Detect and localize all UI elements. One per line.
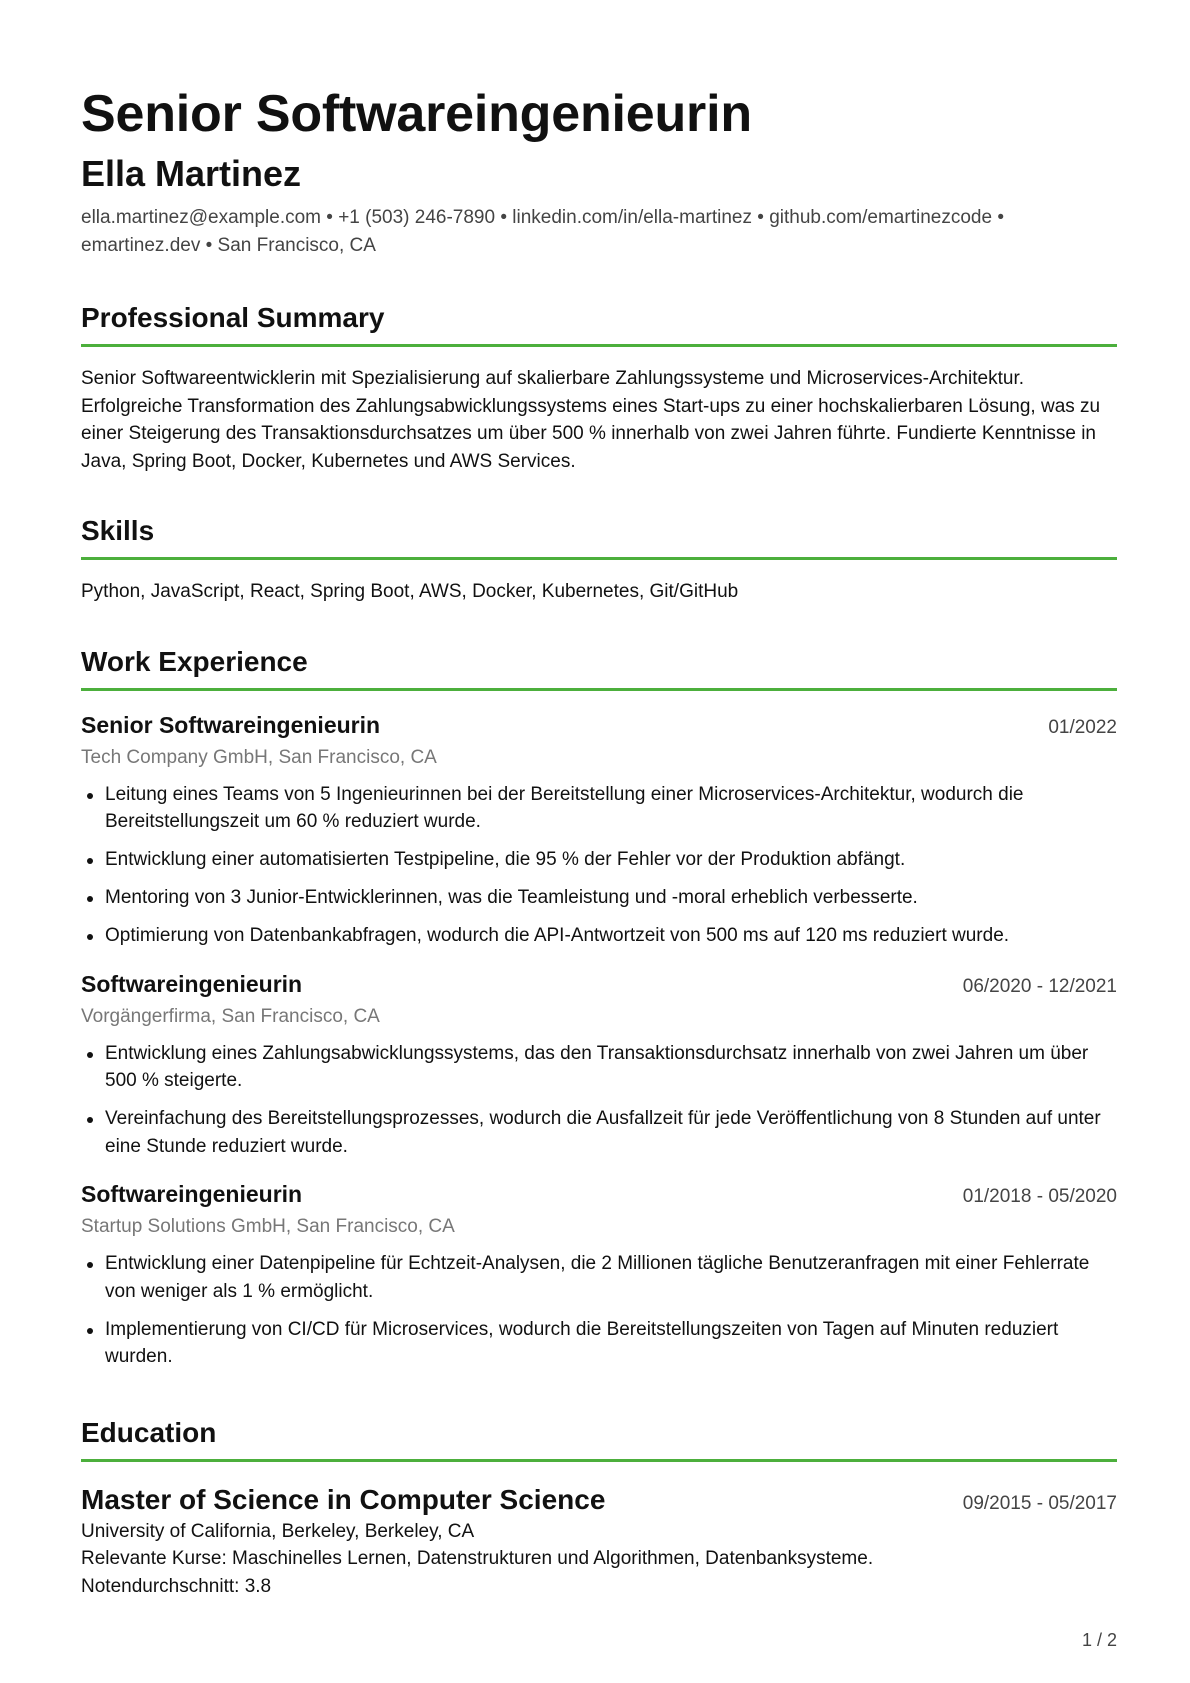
contact-info	[81, 204, 1117, 260]
job-date: 01/2018 - 05/2020	[962, 1186, 1117, 1207]
job-title: Softwareingenieurin	[81, 970, 303, 997]
bullet-text: Entwicklung einer automatisierten Testpipeline, die 95 % der Fehler vor der Produktion abfängt.	[105, 849, 906, 870]
summary-heading: Professional Summary	[81, 300, 1117, 347]
education-degree: Master of Science in Computer Science	[81, 1483, 606, 1515]
bullet-item	[81, 922, 1117, 950]
job-company: Tech Company GmbH, San Francisco, CA	[81, 746, 437, 768]
contact-line-1: ella.martinez@example.com • +1 (503) 246-7890 • linkedin.com/in/ella-martinez • github.com/emartinezcode •	[81, 207, 1004, 228]
bullet-dot-icon	[87, 793, 93, 799]
bullet-dot-icon	[87, 1262, 93, 1268]
resume-title: Senior Softwareingenieurin	[81, 85, 752, 143]
candidate-name: Ella Martinez	[81, 153, 302, 194]
bullet-text: Mentoring von 3 Junior-Entwicklerinnen, was die Teamleistung und -moral erheblich verbesserte.	[105, 887, 918, 908]
education-gpa: Notendurchschnitt: 3.8	[81, 1575, 272, 1597]
job-title: Softwareingenieurin	[81, 1181, 303, 1207]
bullet-dot-icon	[87, 896, 93, 902]
job-entry	[81, 1178, 1117, 1371]
skills-text: Python, JavaScript, React, Spring Boot, AWS, Docker, Kubernetes, Git/GitHub	[81, 581, 739, 602]
job-bullets	[81, 781, 1117, 950]
bullet-text: Entwicklung eines Zahlungsabwicklungssystems, das den Transaktionsdurchsatz innerhalb von zwei Jahren um über 500 % steigerte.	[105, 1042, 1089, 1091]
bullet-item	[81, 1040, 1117, 1095]
job-entry	[81, 968, 1117, 1161]
job-title: Senior Softwareingenieurin	[81, 711, 381, 738]
bullet-dot-icon	[87, 1052, 93, 1058]
education-section	[81, 1415, 1117, 1601]
bullet-dot-icon	[87, 1117, 93, 1123]
bullet-item	[81, 846, 1117, 874]
bullet-text: Leitung eines Teams von 5 Ingenieurinnen bei der Bereitstellung einer Microservices-Architektur, wodurch die Bereitstellungszeit um 60 % reduziert wurde.	[105, 783, 1024, 832]
bullet-item	[81, 1105, 1117, 1160]
job-company: Vorgängerfirma, San Francisco, CA	[81, 1005, 380, 1027]
bullet-dot-icon	[87, 934, 93, 940]
skills-heading: Skills	[81, 513, 1117, 560]
job-bullets	[81, 1250, 1117, 1371]
bullet-item	[81, 1250, 1117, 1305]
job-company: Startup Solutions GmbH, San Francisco, CA	[81, 1216, 455, 1237]
bullet-item	[81, 884, 1117, 912]
contact-line-2: emartinez.dev • San Francisco, CA	[81, 235, 376, 256]
job-date: 01/2022	[1048, 716, 1117, 738]
education-date: 09/2015 - 05/2017	[962, 1492, 1117, 1514]
bullet-item	[81, 1316, 1117, 1371]
bullet-text: Implementierung von CI/CD für Microservices, wodurch die Bereitstellungszeiten von Tagen auf Minuten reduziert wurden.	[105, 1318, 1059, 1367]
education-heading: Education	[81, 1415, 1117, 1462]
bullet-dot-icon	[87, 1328, 93, 1334]
job-bullets	[81, 1040, 1117, 1161]
job-date: 06/2020 - 12/2021	[962, 975, 1117, 997]
bullet-text: Optimierung von Datenbankabfragen, wodurch die API-Antwortzeit von 500 ms auf 120 ms reduziert wurde.	[105, 925, 1010, 946]
bullet-item	[81, 781, 1117, 836]
bullet-dot-icon	[87, 858, 93, 864]
experience-heading: Work Experience	[81, 644, 1117, 691]
resume-page	[81, 82, 1117, 1600]
education-school: University of California, Berkeley, Berkeley, CA	[81, 1520, 475, 1542]
summary-section	[81, 300, 1117, 475]
bullet-text: Vereinfachung des Bereitstellungsprozesses, wodurch die Ausfallzeit für jede Veröffentlichung von 8 Stunden auf unter eine Stunde reduziert wurde.	[105, 1108, 1101, 1157]
summary-text: Senior Softwareentwicklerin mit Spezialisierung auf skalierbare Zahlungssysteme und Microservices-Architektur. Erfolgreiche Transformation des Zahlungsabwicklungssystems eines Start-ups zu einer hochskalierbaren Lösung, was zu einer Steigerung des Transaktionsdurchsatzes um über 500 % innerhalb von zwei Jahren führte. Fundierte Kenntnisse in Java, Spring Boot, Docker, Kubernetes und AWS Services.	[81, 368, 1101, 472]
bullet-text: Entwicklung einer Datenpipeline für Echtzeit-Analysen, die 2 Millionen tägliche Benutzeranfragen mit einer Fehlerrate von weniger als 1 % ermöglicht.	[105, 1253, 1090, 1302]
job-entry	[81, 709, 1117, 950]
page-number: 1 / 2	[1081, 1630, 1117, 1650]
education-courses: Relevante Kurse: Maschinelles Lernen, Datenstrukturen und Algorithmen, Datenbanksysteme.	[81, 1548, 874, 1569]
experience-section	[81, 644, 1117, 1371]
skills-section	[81, 513, 1117, 606]
